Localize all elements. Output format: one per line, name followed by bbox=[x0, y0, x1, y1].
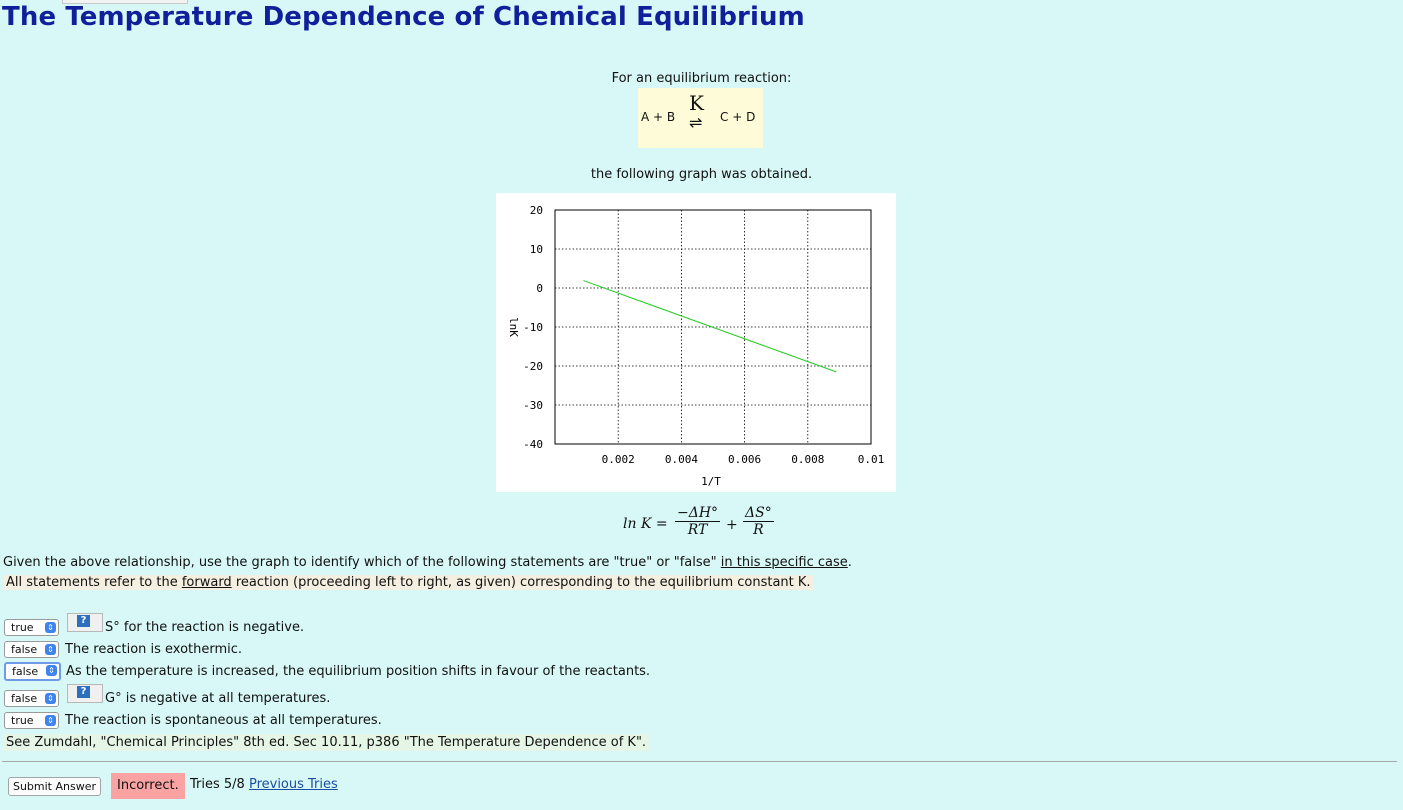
x-axis-label: 1/T bbox=[701, 475, 721, 488]
y-tick-label: 0 bbox=[536, 282, 543, 295]
statement-row bbox=[4, 661, 650, 681]
tries-status bbox=[190, 777, 338, 792]
lnk-vs-invT-chart bbox=[496, 193, 896, 492]
equation-den1: RT bbox=[675, 521, 720, 538]
reaction-reactants: A + B bbox=[641, 110, 676, 124]
result-badge: Incorrect. bbox=[111, 773, 185, 799]
instructions-text-2a: All statements refer to the bbox=[6, 575, 182, 590]
series-line bbox=[583, 281, 836, 372]
instructions-text-2b: reaction (proceeding left to right, as given) corresponding to the equilibrium constant K. bbox=[231, 575, 811, 590]
reaction-k-symbol: K bbox=[689, 91, 704, 115]
instructions-line-2 bbox=[3, 575, 814, 590]
reference-note: See Zumdahl, "Chemical Principles" 8th ed. Sec 10.11, p386 "The Temperature Dependence of K". bbox=[3, 734, 649, 751]
reaction-products: C + D bbox=[720, 110, 756, 124]
vant-hoff-equation bbox=[620, 503, 820, 547]
instructions-line-1 bbox=[3, 555, 852, 570]
specific-case-link: in this specific case bbox=[720, 555, 848, 570]
chevron-updown-icon: ⇕ bbox=[45, 693, 56, 704]
graph-panel bbox=[496, 193, 896, 492]
chevron-updown-icon: ⇕ bbox=[45, 622, 56, 633]
y-tick-label: -10 bbox=[523, 321, 543, 334]
chevron-updown-icon: ⇕ bbox=[45, 644, 56, 655]
chevron-updown-icon: ⇕ bbox=[46, 665, 57, 676]
statement-text: As the temperature is increased, the equilibrium position shifts in favour of the reactants. bbox=[66, 663, 651, 679]
select-value: false bbox=[11, 642, 38, 656]
equation-lhs: ln K = bbox=[623, 516, 668, 532]
equation-fraction-1 bbox=[675, 505, 720, 538]
statement-text: G° is negative at all temperatures. bbox=[105, 690, 331, 706]
submit-answer-button[interactable]: Submit Answer bbox=[8, 777, 101, 796]
select-value: true bbox=[11, 713, 34, 727]
y-tick-label: -20 bbox=[523, 360, 543, 373]
x-tick-label: 0.006 bbox=[728, 453, 762, 466]
y-tick-label: -30 bbox=[523, 399, 543, 412]
equation-num2: ΔS° bbox=[745, 505, 772, 521]
equation-num1: −ΔH° bbox=[677, 505, 719, 521]
true-false-select[interactable] bbox=[4, 662, 61, 681]
y-tick-label: 10 bbox=[529, 243, 543, 256]
help-icon: ? bbox=[77, 686, 90, 698]
equation-fraction-2 bbox=[743, 505, 774, 538]
y-axis-label: lnK bbox=[507, 317, 520, 337]
true-false-select[interactable] bbox=[4, 712, 59, 729]
statement-row bbox=[4, 614, 305, 637]
graph-caption: the following graph was obtained. bbox=[590, 167, 813, 182]
x-tick-label: 0.01 bbox=[857, 453, 885, 466]
equilibrium-arrows-icon: ⇌ bbox=[689, 113, 703, 132]
reaction-box bbox=[638, 88, 763, 148]
true-false-select[interactable] bbox=[4, 690, 59, 707]
help-button[interactable] bbox=[67, 684, 103, 703]
select-value: false bbox=[11, 691, 38, 705]
equation-den2: R bbox=[743, 521, 774, 538]
statement-text: The reaction is spontaneous at all temperatures. bbox=[65, 712, 382, 728]
true-false-select[interactable] bbox=[4, 619, 59, 636]
select-value: false bbox=[12, 664, 39, 678]
instructions-period: . bbox=[847, 555, 852, 570]
forward-link: forward bbox=[181, 575, 232, 590]
equation-plus: + bbox=[726, 517, 738, 533]
chevron-updown-icon: ⇕ bbox=[45, 715, 56, 726]
select-value: true bbox=[11, 620, 34, 634]
y-tick-label: 20 bbox=[529, 204, 543, 217]
tries-count: Tries 5/8 bbox=[190, 777, 245, 792]
help-button[interactable] bbox=[67, 613, 103, 632]
instructions-text: Given the above relationship, use the graph to identify which of the following statements are "true" or "false" bbox=[3, 555, 721, 570]
x-tick-label: 0.004 bbox=[664, 453, 698, 466]
divider bbox=[2, 761, 1397, 762]
statement-row bbox=[4, 710, 382, 730]
y-tick-label: -40 bbox=[523, 438, 543, 451]
true-false-select[interactable] bbox=[4, 641, 59, 658]
statement-text: The reaction is exothermic. bbox=[65, 641, 243, 657]
page-title: The Temperature Dependence of Chemical Equilibrium bbox=[2, 2, 805, 32]
help-icon: ? bbox=[77, 615, 90, 627]
x-tick-label: 0.008 bbox=[791, 453, 825, 466]
x-tick-label: 0.002 bbox=[601, 453, 635, 466]
previous-tries-link[interactable]: Previous Tries bbox=[248, 777, 338, 792]
statement-text: S° for the reaction is negative. bbox=[105, 619, 305, 635]
statement-row bbox=[4, 639, 242, 659]
statement-row bbox=[4, 685, 331, 708]
intro-text: For an equilibrium reaction: bbox=[611, 71, 792, 86]
